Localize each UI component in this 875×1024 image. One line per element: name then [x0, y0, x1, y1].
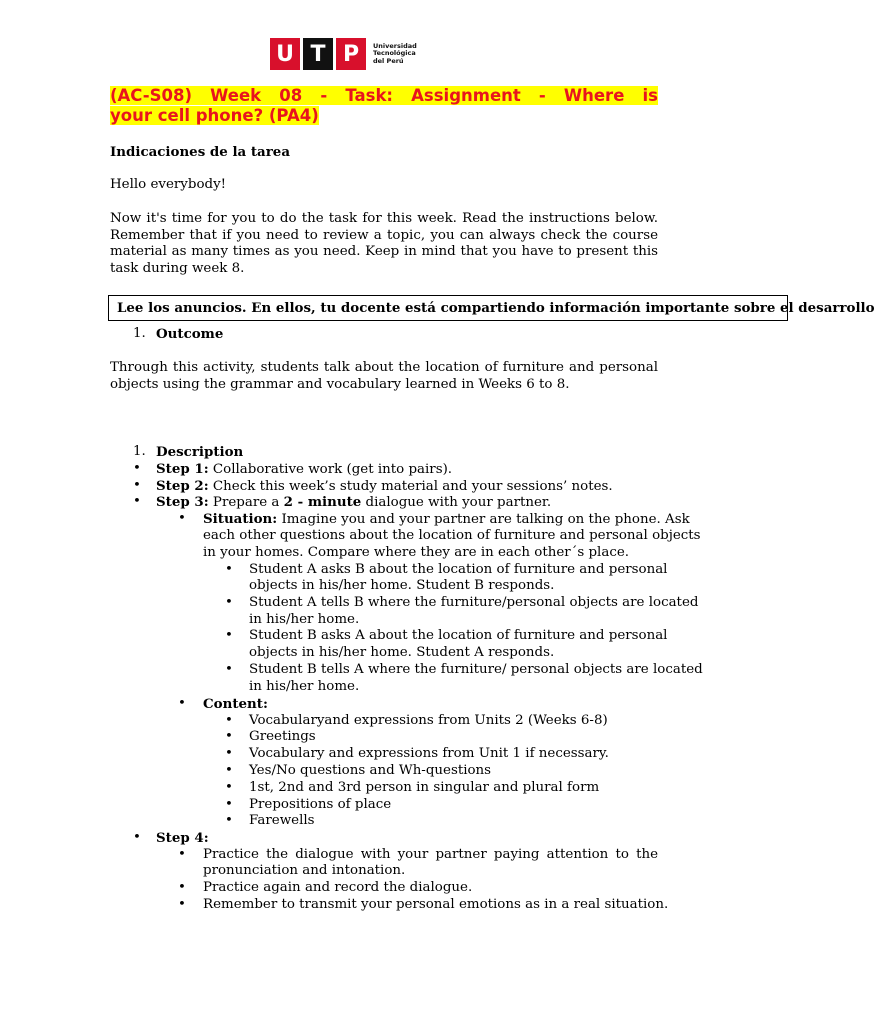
- sub-2-line-2: in his/her home.: [249, 612, 360, 627]
- content-item: 1st, 2nd and 3rd person in singular and plural form: [249, 780, 600, 795]
- sub-1-line-2: objects in his/her home. Student B responds.: [249, 578, 555, 593]
- bullet: •: [133, 461, 141, 476]
- sub-1-line-1: Student A asks B about the location of furniture and personal: [249, 562, 668, 577]
- bullet: •: [225, 763, 233, 778]
- bullet: •: [225, 746, 233, 761]
- step-4-a-line-2: pronunciation and intonation.: [203, 863, 406, 878]
- content-item: Prepositions of place: [249, 797, 392, 812]
- situation: Situation: Imagine you and your partner are talking on the phone. Ask: [203, 511, 690, 527]
- notice-box: Lee los anuncios. En ellos, tu docente está compartiendo información importante sobre el desarrollo: [108, 295, 788, 321]
- bullet: •: [225, 729, 233, 744]
- bullet: •: [225, 595, 233, 610]
- utp-logo: [270, 38, 417, 70]
- description-label: Description: [156, 444, 244, 460]
- situation-line-3: in your homes. Compare where they are in each other´s place.: [203, 545, 630, 560]
- content-item: Vocabularyand expressions from Units 2 (Weeks 6-8): [249, 713, 608, 728]
- title-line-1: (AC-S08) Week 08 - Task: Assignment - Where is: [110, 86, 658, 105]
- bullet: •: [178, 880, 186, 895]
- title-line-2: your cell phone? (PA4): [110, 106, 319, 125]
- content-item: Yes/No questions and Wh-questions: [249, 763, 492, 778]
- outcome-number: 1.: [133, 326, 146, 341]
- bullet: •: [225, 562, 233, 577]
- greeting: Hello everybody!: [110, 177, 227, 192]
- bullet: •: [178, 696, 186, 711]
- step-3: Step 3: Prepare a 2 - minute dialogue with your partner.: [156, 494, 552, 510]
- bullet: •: [225, 813, 233, 828]
- bullet: •: [225, 797, 233, 812]
- sub-3-line-1: Student B asks A about the location of furniture and personal: [249, 628, 668, 643]
- bullet: •: [133, 830, 141, 845]
- step-1: Step 1: Collaborative work (get into pairs).: [156, 461, 453, 477]
- sub-3-line-2: objects in his/her home. Student A responds.: [249, 645, 555, 660]
- logo-letter-p: P: [336, 38, 366, 70]
- step-4-b: Practice again and record the dialogue.: [203, 880, 473, 895]
- bullet: •: [225, 780, 233, 795]
- bullet: •: [133, 494, 141, 509]
- step-4-c: Remember to transmit your personal emotions as in a real situation.: [203, 897, 669, 912]
- bullet: •: [225, 713, 233, 728]
- content-item: Greetings: [249, 729, 316, 744]
- step-4-a-line-1: Practice the dialogue with your partner paying attention to the: [203, 847, 658, 862]
- logo-letter-u: U: [270, 38, 300, 70]
- bullet: •: [133, 478, 141, 493]
- bullet: •: [178, 511, 186, 526]
- content-item: Vocabulary and expressions from Unit 1 if necessary.: [249, 746, 609, 761]
- logo-university-name: Universidad Tecnológica del Perú: [373, 41, 417, 65]
- content-label: Content:: [203, 696, 268, 712]
- intro-paragraph: Now it's time for you to do the task for this week. Read the instructions below. Remember that if you need to review a topic, you can always check the course material as many times as you need. Keep in mind that you have to present this task during week 8.: [110, 211, 658, 277]
- sub-2-line-1: Student A tells B where the furniture/personal objects are located: [249, 595, 699, 610]
- bullet: •: [178, 847, 186, 862]
- bullet: •: [178, 897, 186, 912]
- content-item: Farewells: [249, 813, 315, 828]
- step-4-label: Step 4:: [156, 830, 209, 846]
- page-title: [110, 86, 658, 126]
- outcome-text: Through this activity, students talk about the location of furniture and personal objects using the grammar and vocabulary learned in Weeks 6 to 8.: [110, 360, 658, 392]
- bullet: •: [225, 662, 233, 677]
- situation-line-2: each other questions about the location of furniture and personal objects: [203, 528, 701, 543]
- description-number: 1.: [133, 444, 146, 459]
- sub-4-line-1: Student B tells A where the furniture/ personal objects are located: [249, 662, 703, 677]
- outcome-label: Outcome: [156, 326, 224, 342]
- logo-letter-t: T: [303, 38, 333, 70]
- sub-4-line-2: in his/her home.: [249, 679, 360, 694]
- section-heading: Indicaciones de la tarea: [110, 144, 290, 160]
- step-2: Step 2: Check this week’s study material and your sessions’ notes.: [156, 478, 613, 494]
- bullet: •: [225, 628, 233, 643]
